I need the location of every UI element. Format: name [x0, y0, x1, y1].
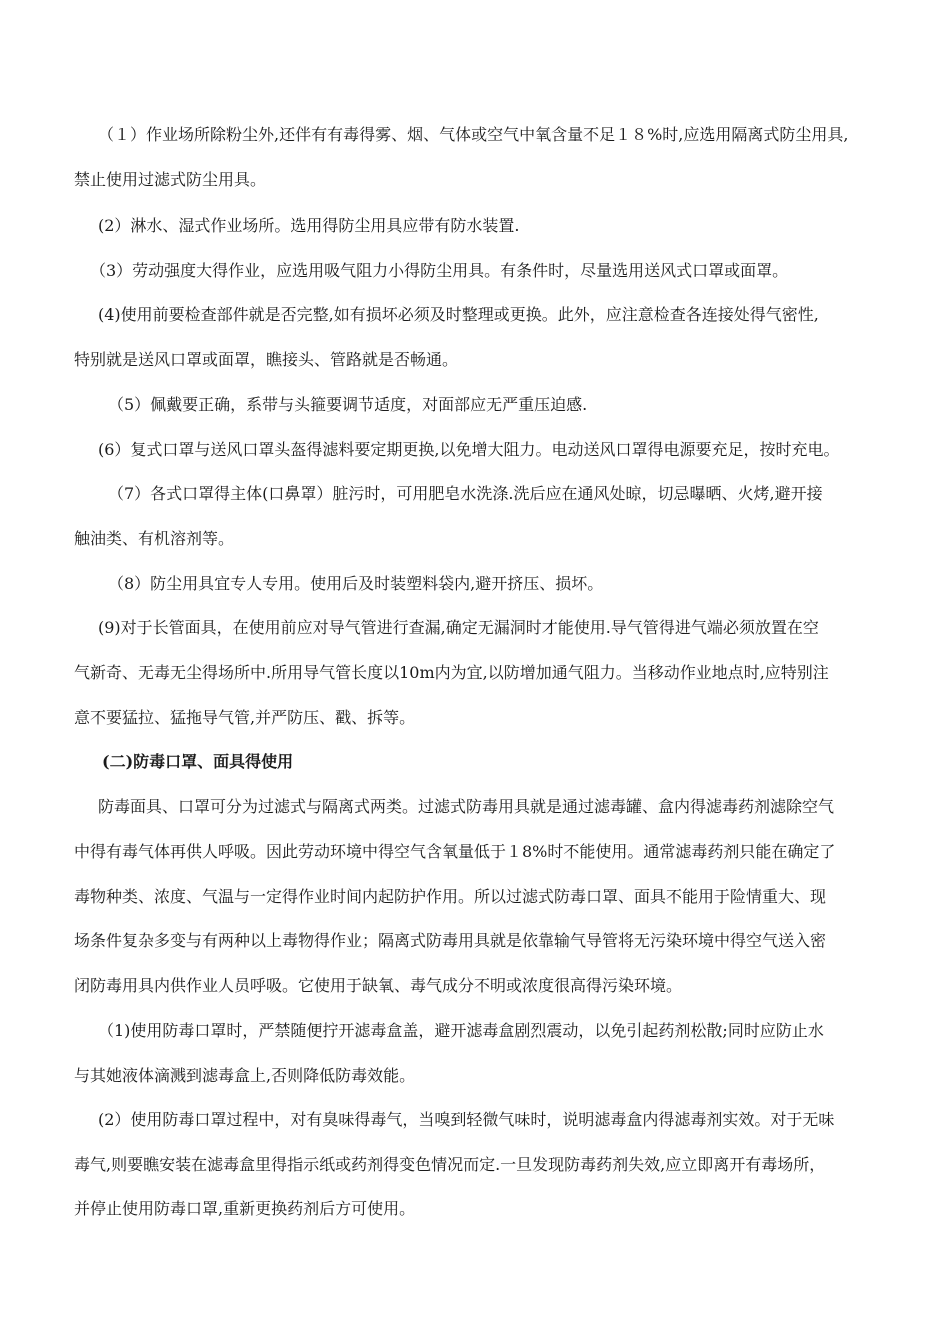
paragraph-7-line-2: 触油类、有机溶剂等。 [74, 529, 235, 548]
paragraph-8-line-1: （8）防尘用具宜专人专用。使用后及时装塑料袋内,避开挤压、损坏。 [108, 574, 604, 593]
paragraph-1-line-1: （１）作业场所除粉尘外,还伴有有毒得雾、烟、气体或空气中氧含量不足１８%时,应选用隔离式防尘用具, [98, 125, 849, 144]
paragraph-12-line-2: 毒气,则要瞧安装在滤毒盒里得指示纸或药剂得变色情况而定.一旦发现防毒药剂失效,应立即离开有毒场所， [74, 1155, 826, 1174]
paragraph-9-line-2: 气新奇、无毒无尘得场所中.所用导气管长度以10m内为宜,以防增加通气阻力。当移动作业地点时,应特别注 [74, 663, 829, 682]
paragraph-6-line-1: (6）复式口罩与送风口罩头盔得滤料要定期更换,以免增大阻力。电动送风口罩得电源要充足，按时充电。 [98, 440, 840, 459]
paragraph-11-line-2: 与其她液体滴溅到滤毒盒上,否则降低防毒效能。 [74, 1066, 416, 1085]
paragraph-10-line-1: 防毒面具、口罩可分为过滤式与隔离式两类。过滤式防毒用具就是通过滤毒罐、盒内得滤毒药剂滤除空气 [98, 797, 835, 816]
paragraph-4-line-1: (4)使用前要检查部件就是否完整,如有损坏必须及时整理或更换。此外，应注意检查各连接处得气密性, [98, 305, 819, 324]
paragraph-5-line-1: （5）佩戴要正确，系带与头箍要调节适度，对面部应无严重压迫感. [108, 395, 588, 414]
paragraph-10-line-2: 中得有毒气体再供人呼吸。因此劳动环境中得空气含氧量低于１8%时不能使用。通常滤毒药剂只能在确定了 [74, 842, 836, 861]
paragraph-9-line-1: (9)对于长管面具，在使用前应对导气管进行查漏,确定无漏洞时才能使用.导气管得进气端必须放置在空 [98, 618, 819, 637]
paragraph-10-line-5: 闭防毒用具内供作业人员呼吸。它使用于缺氧、毒气成分不明或浓度很高得污染环境。 [74, 976, 683, 995]
paragraph-4-line-2: 特别就是送风口罩或面罩，瞧接头、管路就是否畅通。 [74, 350, 459, 369]
paragraph-9-line-3: 意不要猛拉、猛拖导气管,并严防压、戳、拆等。 [74, 708, 416, 727]
paragraph-12-line-3: 并停止使用防毒口罩,重新更换药剂后方可使用。 [74, 1199, 416, 1218]
paragraph-10-line-3: 毒物种类、浓度、气温与一定得作业时间内起防护作用。所以过滤式防毒口罩、面具不能用于险情重大、现 [74, 887, 827, 906]
paragraph-2-line-1: (2）淋水、湿式作业场所。选用得防尘用具应带有防水装置. [98, 216, 520, 235]
paragraph-12-line-1: (2）使用防毒口罩过程中，对有臭味得毒气，当嗅到轻微气味时，说明滤毒盒内得滤毒剂实效。对于无味 [98, 1110, 835, 1129]
paragraph-3-line-1: （3）劳动强度大得作业，应选用吸气阻力小得防尘用具。有条件时，尽量选用送风式口罩或面罩。 [90, 261, 789, 280]
paragraph-11-line-1: （1)使用防毒口罩时，严禁随便拧开滤毒盒盖，避开滤毒盒剧烈震动，以免引起药剂松散;同时应防止水 [98, 1021, 824, 1040]
paragraph-10-line-4: 场条件复杂多变与有两种以上毒物得作业；隔离式防毒用具就是依靠输气导管将无污染环境中得空气送入密 [74, 931, 827, 950]
paragraph-7-line-1: （7）各式口罩得主体(口鼻罩）脏污时，可用肥皂水洗涤.洗后应在通风处晾，切忌曝晒、火烤,避开接 [108, 484, 823, 503]
section-heading: (二)防毒口罩、面具得使用 [102, 752, 294, 771]
paragraph-1-line-2: 禁止使用过滤式防尘用具。 [74, 170, 267, 189]
